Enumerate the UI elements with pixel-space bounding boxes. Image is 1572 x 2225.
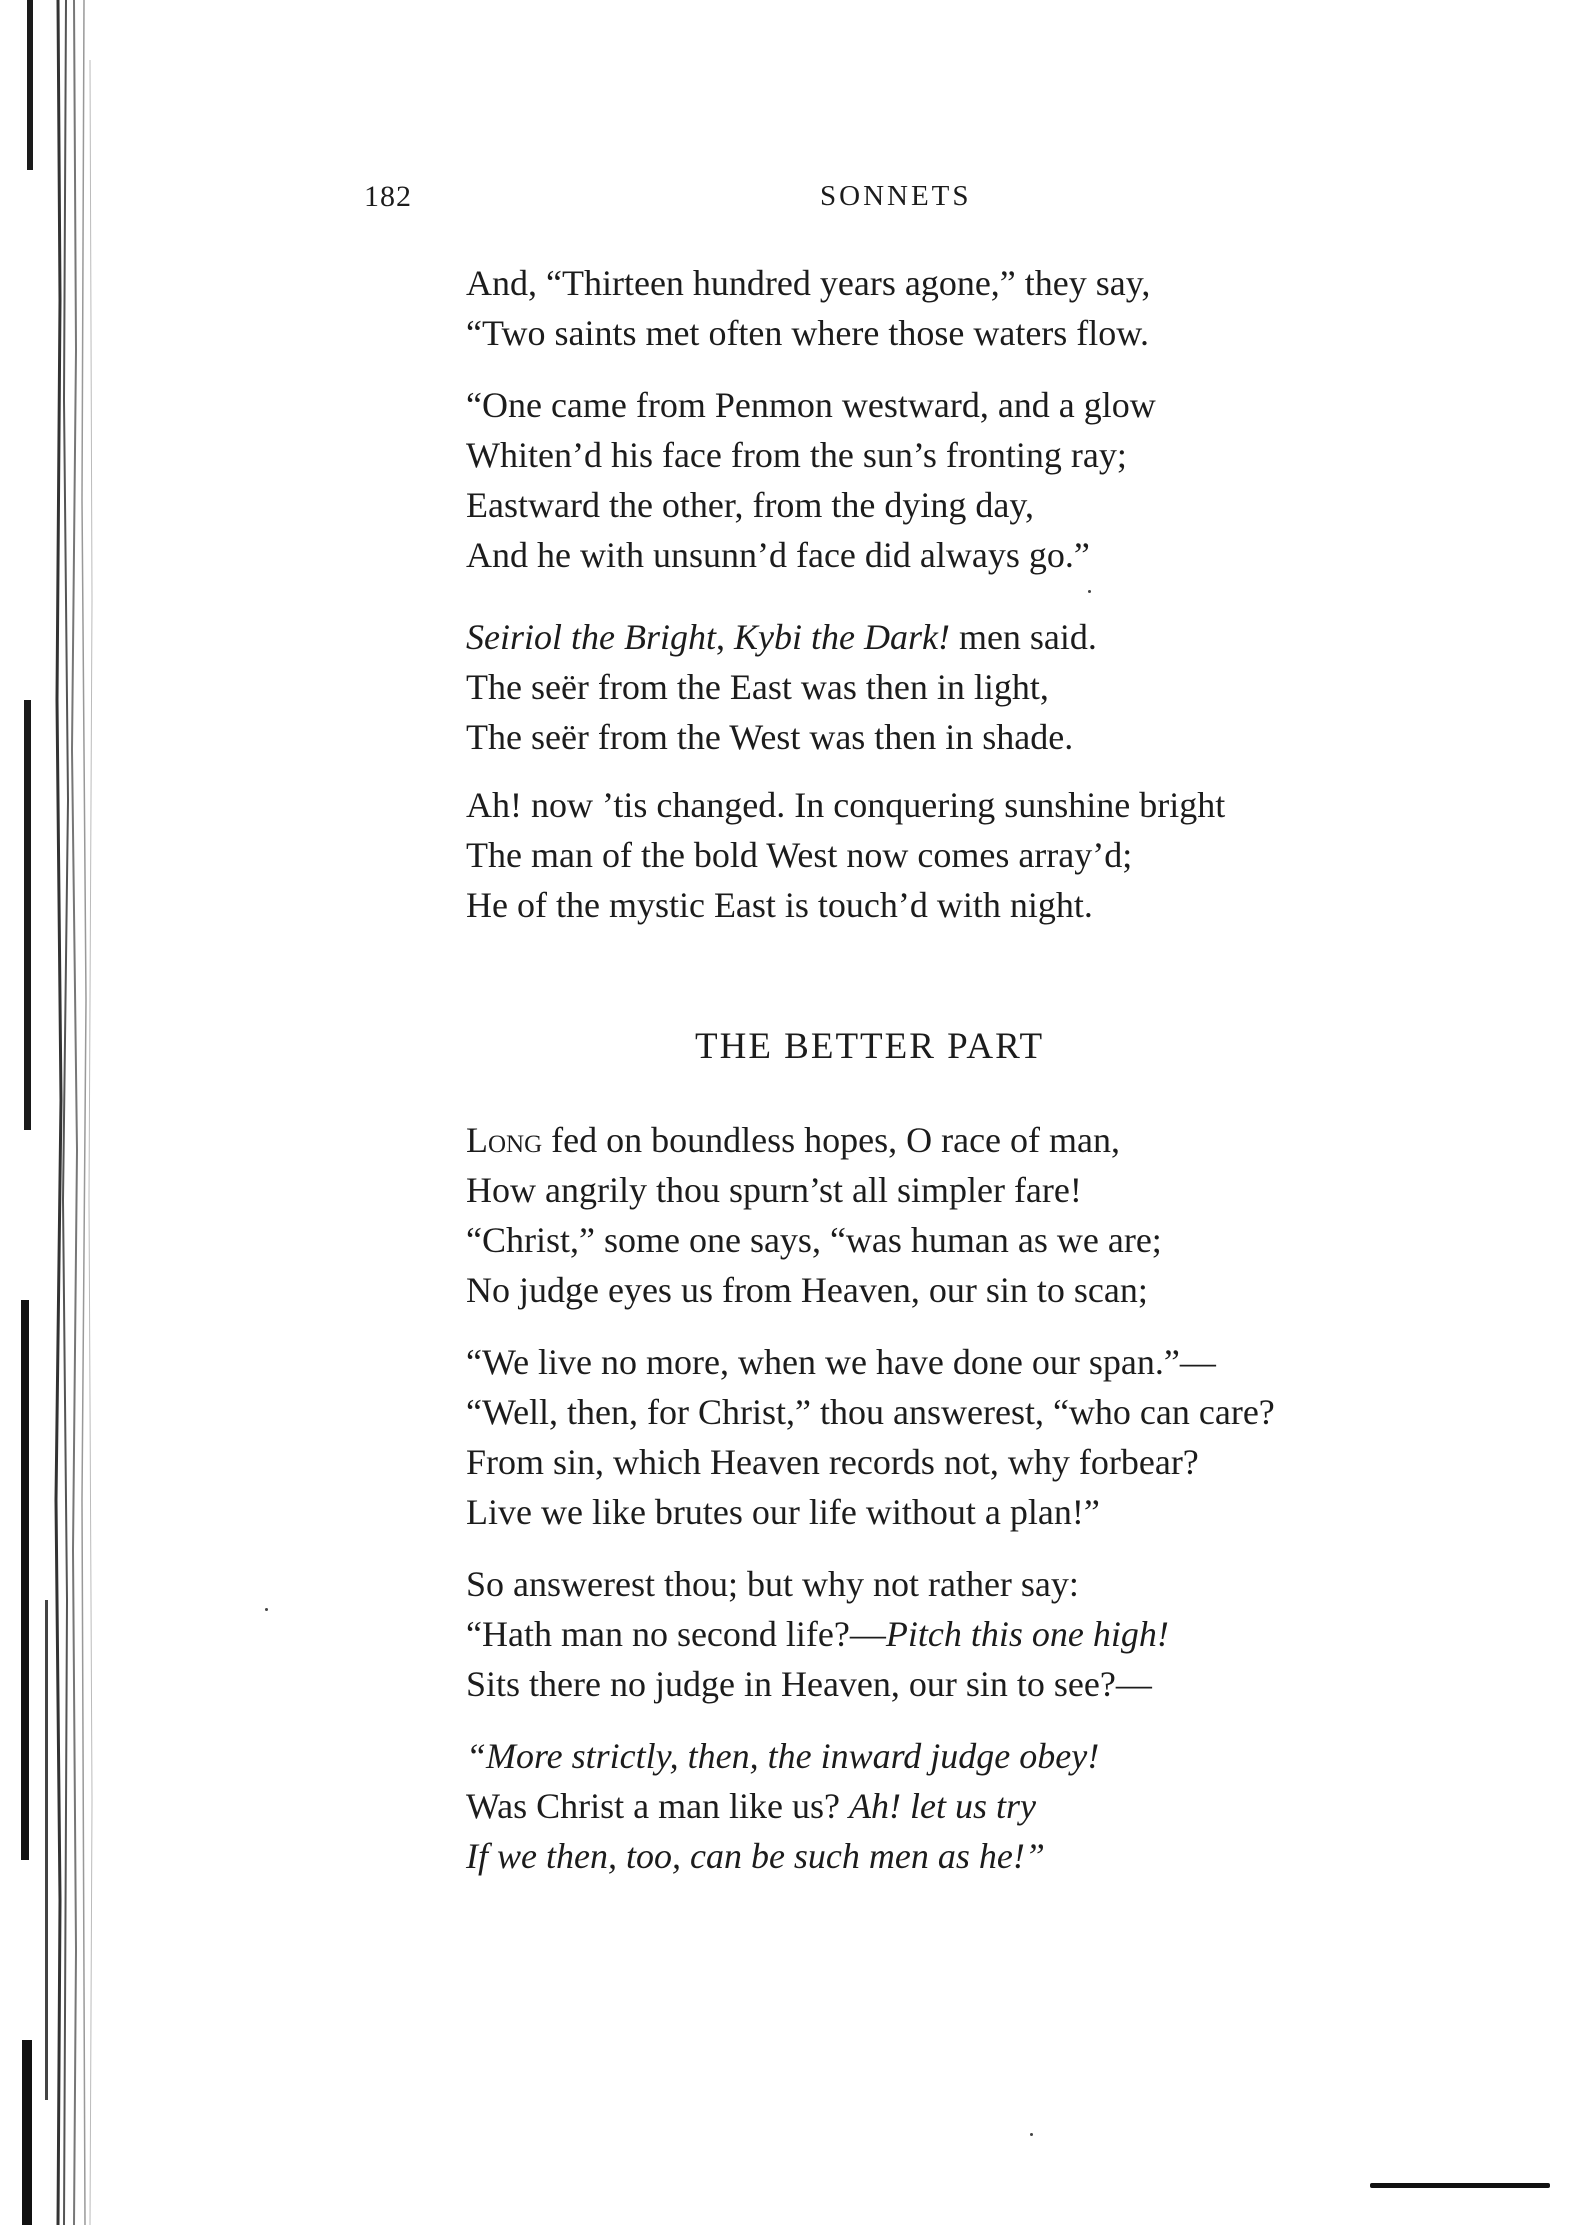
poem-line — [466, 1831, 1546, 1881]
italic-text: Pitch this one high! — [885, 1614, 1169, 1654]
line-text: men said. — [949, 617, 1097, 657]
poem-line — [466, 1659, 1546, 1709]
line-text: The seër from the East was then in light, — [466, 667, 1049, 707]
scan-speck — [1030, 2133, 1033, 2136]
line-text: “Christ,” some one says, “was human as we are; — [466, 1220, 1162, 1260]
line-text: fed on boundless hopes, O race of man, — [542, 1120, 1121, 1160]
line-text: No judge eyes us from Heaven, our sin to scan; — [466, 1270, 1148, 1310]
poem-line — [466, 880, 1546, 930]
poem-line — [466, 612, 1546, 662]
line-text: He of the mystic East is touch’d with night. — [466, 885, 1093, 925]
scan-speck — [1088, 590, 1091, 593]
line-text: Sits there no judge in Heaven, our sin to see?— — [466, 1664, 1152, 1704]
line-text: From sin, which Heaven records not, why forbear? — [466, 1442, 1199, 1482]
poem-line — [466, 1487, 1546, 1537]
stanza — [466, 380, 1546, 580]
poem-line — [466, 380, 1546, 430]
line-text: The seër from the West was then in shade. — [466, 717, 1074, 757]
poem-line — [466, 480, 1546, 530]
poem-line — [466, 830, 1546, 880]
italic-text: Kybi the Dark! — [733, 617, 950, 657]
poem-line — [466, 712, 1546, 762]
line-text: How angrily thou spurn’st all simpler fare! — [466, 1170, 1082, 1210]
poem-line — [466, 1115, 1546, 1165]
book-spine-edge — [0, 0, 100, 2225]
line-text: Whiten’d his face from the sun’s fronting ray; — [466, 435, 1127, 475]
stanza — [466, 258, 1546, 358]
italic-text: Seiriol the Bright — [466, 617, 716, 657]
poem-line — [466, 1215, 1546, 1265]
stanza — [466, 780, 1546, 930]
poem-line — [466, 258, 1546, 308]
poem-line — [466, 1387, 1546, 1437]
poem-line — [466, 1265, 1546, 1315]
line-text: The man of the bold West now comes array’d; — [466, 835, 1133, 875]
italic-text: Ah! let us try — [849, 1786, 1036, 1826]
poem-line — [466, 430, 1546, 480]
line-text: “One came from Penmon westward, and a glow — [466, 385, 1156, 425]
scan-speck — [265, 1608, 268, 1611]
italic-text: If we then, too, can be such men as he!” — [466, 1836, 1045, 1876]
poem-line — [466, 1165, 1546, 1215]
line-text: “We live no more, when we have done our span.”— — [466, 1342, 1216, 1382]
stanza — [466, 1559, 1546, 1709]
poem-line — [466, 1609, 1546, 1659]
poem-line — [466, 1337, 1546, 1387]
stanza — [466, 1731, 1546, 1881]
stanza — [466, 612, 1546, 762]
line-text: Eastward the other, from the dying day, — [466, 485, 1035, 525]
line-text: So answerest thou; but why not rather say: — [466, 1564, 1079, 1604]
line-text: “Well, then, for Christ,” thou answerest, “who can care? — [466, 1392, 1275, 1432]
poem-line — [466, 662, 1546, 712]
poem-line — [466, 1559, 1546, 1609]
poem-title: THE BETTER PART — [695, 1026, 1045, 1067]
line-text: And, “Thirteen hundred years agone,” they say, — [466, 263, 1151, 303]
poem-line — [466, 1781, 1546, 1831]
poem-line — [466, 530, 1546, 580]
stanza — [466, 1115, 1546, 1315]
page-corner-rule — [1370, 2183, 1550, 2188]
line-text: Ah! now ’tis changed. In conquering sunshine bright — [466, 785, 1226, 825]
line-text: Live we like brutes our life without a plan!” — [466, 1492, 1100, 1532]
italic-text: “More strictly, then, the inward judge obey! — [466, 1736, 1100, 1776]
line-text: “Hath man no second life?— — [466, 1614, 886, 1654]
line-text: “Two saints met often where those waters flow. — [466, 313, 1149, 353]
poem-line — [466, 780, 1546, 830]
poem-line — [466, 1437, 1546, 1487]
line-text: Was Christ a man like us? — [466, 1786, 850, 1826]
poem-line — [466, 308, 1546, 358]
line-text: And he with unsunn’d face did always go.” — [466, 535, 1090, 575]
line-text: , — [715, 617, 734, 657]
poem-line — [466, 1731, 1546, 1781]
running-header: SONNETS — [820, 180, 972, 212]
drop-word: Long — [466, 1120, 543, 1160]
page-number: 182 — [364, 180, 412, 213]
stanza — [466, 1337, 1546, 1537]
